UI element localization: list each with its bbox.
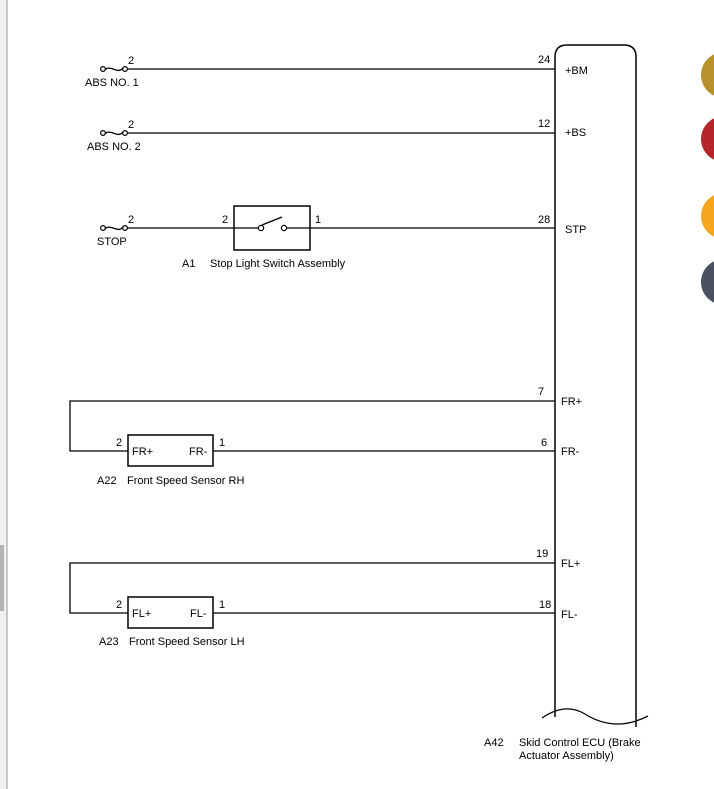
sensor-terminal: FR- — [189, 446, 208, 458]
fuse-icon — [105, 132, 123, 134]
left-scrollbar-thumb[interactable] — [0, 545, 4, 611]
fuse-terminal — [101, 67, 106, 72]
fuse-terminal — [101, 226, 106, 231]
fuse-pin: 2 — [128, 119, 135, 131]
sensor-pin: 1 — [219, 599, 226, 611]
tab-slate[interactable] — [701, 259, 714, 305]
sensor-name: Front Speed Sensor LH — [129, 636, 245, 648]
fuse-icon — [105, 68, 123, 70]
sensor-terminal: FR+ — [132, 446, 154, 458]
fuse-label: ABS NO. 2 — [87, 141, 141, 153]
ecu-id: A42 — [484, 737, 504, 749]
ecu-terminal-label: FL+ — [561, 558, 581, 570]
ecu-pin-number: 6 — [541, 437, 548, 449]
wire-fr-plus — [70, 401, 555, 451]
ecu-terminal-label: +BS — [565, 127, 587, 139]
tab-orange[interactable] — [701, 193, 714, 239]
switch-pin-in: 2 — [222, 214, 229, 226]
left-panel-edge — [0, 0, 7, 789]
ecu-pin-number: 19 — [536, 548, 549, 560]
switch-blade — [262, 217, 282, 225]
fuse-label: STOP — [97, 236, 127, 248]
ecu-terminal-label: STP — [565, 224, 587, 236]
fuse-abs-no2 — [87, 119, 555, 153]
ecu-pin-number: 7 — [538, 386, 545, 398]
ecu-terminal-label: FR+ — [561, 396, 583, 408]
sensor-pin: 2 — [116, 599, 123, 611]
fuse-terminal — [101, 131, 106, 136]
fuse-terminal — [123, 226, 128, 231]
fuse-pin: 2 — [128, 55, 135, 67]
wire-fl-plus — [70, 563, 555, 613]
sensor-terminal: FL+ — [132, 608, 152, 620]
front-speed-sensor-rh — [70, 401, 555, 487]
sensor-id: A23 — [99, 636, 119, 648]
ecu-name-line2: Actuator Assembly) — [519, 750, 614, 762]
front-speed-sensor-lh — [70, 563, 555, 648]
sensor-pin: 2 — [116, 437, 123, 449]
fuse-stop — [97, 214, 234, 248]
ecu-terminal-label: FL- — [561, 609, 578, 621]
ecu-name-line1: Skid Control ECU (Brake — [519, 737, 641, 749]
fuse-pin: 2 — [128, 214, 135, 226]
switch-pin-out: 1 — [315, 214, 322, 226]
tab-gold[interactable] — [701, 52, 714, 98]
fuse-label: ABS NO. 1 — [85, 77, 139, 89]
ecu-terminal-label: +BM — [565, 65, 588, 77]
fuse-terminal — [123, 67, 128, 72]
stop-light-switch — [182, 206, 346, 270]
ecu-pin-number: 18 — [539, 599, 552, 611]
sensor-terminal: FL- — [190, 608, 207, 620]
ecu-terminal-label: FR- — [561, 446, 580, 458]
fuse-terminal — [123, 131, 128, 136]
sensor-id: A22 — [97, 475, 117, 487]
sensor-name: Front Speed Sensor RH — [127, 475, 245, 487]
sensor-pin: 1 — [219, 437, 226, 449]
switch-contact — [258, 225, 263, 230]
ecu-break-mark — [542, 709, 648, 724]
fuse-abs-no1 — [85, 55, 555, 89]
ecu-pin-number: 24 — [538, 54, 551, 66]
ecu-body — [555, 45, 636, 727]
fuse-icon — [105, 227, 123, 229]
tab-red[interactable] — [701, 116, 714, 162]
switch-name: Stop Light Switch Assembly — [210, 258, 346, 270]
switch-id: A1 — [182, 258, 196, 270]
ecu-pin-number: 28 — [538, 214, 551, 226]
switch-contact — [281, 225, 286, 230]
ecu-pin-number: 12 — [538, 118, 551, 130]
